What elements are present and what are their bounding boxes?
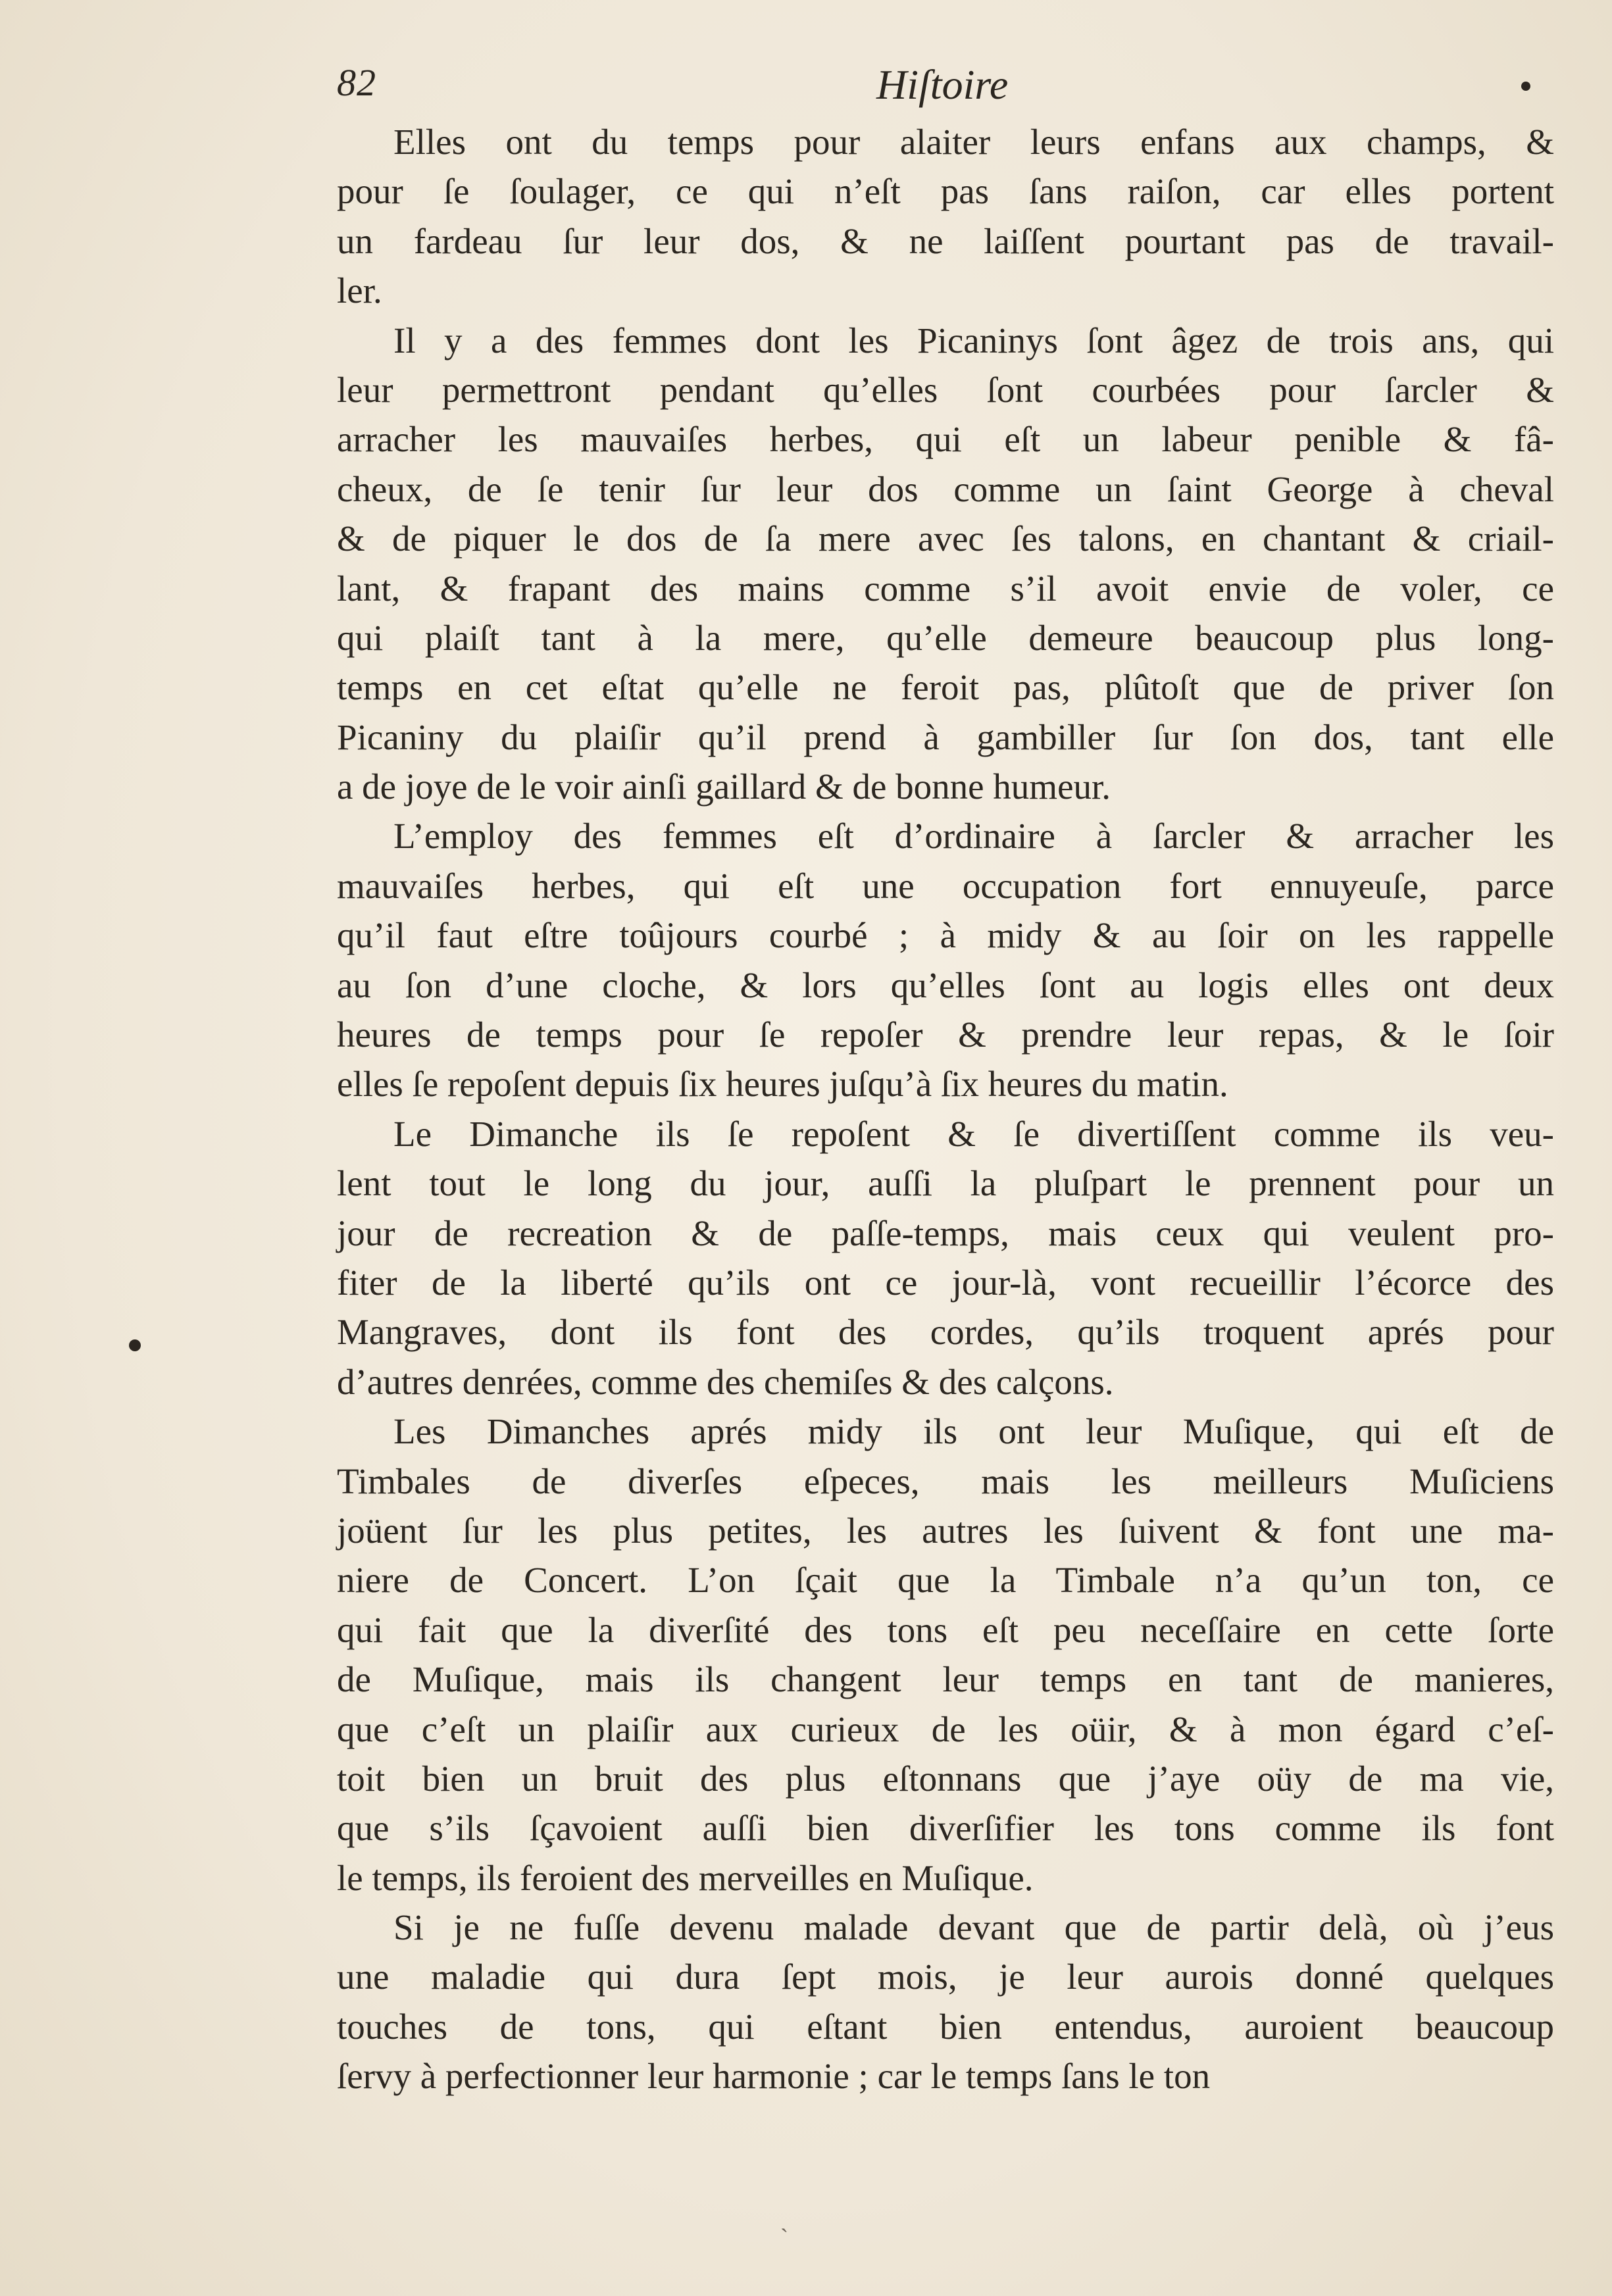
text-line: cheux, de ſe tenir ſur leur dos comme un ſaint George à cheval: [337, 468, 1554, 509]
text-line: & de piquer le dos de ſa mere avec ſes talons, en chantant & criail-: [337, 518, 1554, 559]
text-line: qu’il faut eſtre toûjours courbé ; à midy & au ſoir on les rappelle: [337, 915, 1554, 956]
text-line: arracher les mauvaiſes herbes, qui eſt un labeur penible & fâ-: [337, 419, 1554, 460]
text-line: Il y a des femmes dont les Picaninys ſont âgez de trois ans, qui: [393, 320, 1554, 361]
body-text: [337, 117, 1554, 2101]
text-line: Les Dimanches aprés midy ils ont leur Muſique, qui eſt de: [393, 1411, 1554, 1452]
text-line: leur permettront pendant qu’elles ſont courbées pour ſarcler &: [337, 369, 1554, 410]
text-line: qui plaiſt tant à la mere, qu’elle demeure beaucoup plus long-: [337, 617, 1554, 658]
text-line: Elles ont du temps pour alaiter leurs enfans aux champs, &: [393, 122, 1554, 162]
text-line: elles ſe repoſent depuis ſix heures juſqu’à ſix heures du matin.: [337, 1064, 1228, 1105]
text-line: d’autres denrées, comme des chemiſes & des calçons.: [337, 1361, 1114, 1402]
paragraph: [337, 1407, 1554, 1903]
page-header: [337, 61, 1554, 113]
text-line: Le Dimanche ils ſe repoſent & ſe divertiſſent comme ils veu-: [393, 1113, 1554, 1154]
text-line: a de joye de le voir ainſi gaillard & de bonne humeur.: [337, 766, 1111, 807]
text-line: lant, & frapant des mains comme s’il avoit envie de voler, ce: [337, 568, 1554, 609]
text-line: toit bien un bruit des plus eſtonnans que j’aye oüy de ma vie,: [337, 1758, 1554, 1799]
text-line: le temps, ils feroient des merveilles en Muſique.: [337, 1857, 1034, 1898]
text-line: une maladie qui dura ſept mois, je leur aurois donné quelques: [337, 1957, 1554, 1997]
text-line: Si je ne fuſſe devenu malade devant que de partir delà, où j’eus: [393, 1907, 1554, 1948]
paragraph: [337, 811, 1554, 1109]
text-line: lent tout le long du jour, auſſi la pluſpart le prennent pour un: [337, 1163, 1554, 1204]
paragraph: [337, 1109, 1554, 1407]
text-line: jour de recreation & de paſſe-temps, mais ceux qui veulent pro-: [337, 1212, 1554, 1253]
text-line: au ſon d’une cloche, & lors qu’elles ſont au logis elles ont deux: [337, 964, 1554, 1005]
text-line: Timbales de diverſes eſpeces, mais les meilleurs Muſiciens: [337, 1460, 1554, 1501]
page-number: 82: [337, 61, 376, 104]
text-line: Picaniny du plaiſir qu’il prend à gambiller ſur ſon dos, tant elle: [337, 716, 1554, 757]
stray-mark: ˎ: [780, 2206, 788, 2232]
text-line: pour ſe ſoulager, ce qui n’eſt pas ſans raiſon, car elles portent: [337, 171, 1554, 212]
text-line: L’employ des femmes eſt d’ordinaire à ſarcler & arracher les: [393, 816, 1554, 857]
text-line: que c’eſt un plaiſir aux curieux de les oüir, & à mon égard c’eſ-: [337, 1709, 1554, 1749]
text-line: qui fait que la diverſité des tons eſt peu neceſſaire en cette ſorte: [337, 1609, 1554, 1650]
ink-spot: [129, 1339, 141, 1351]
ink-spot: [1521, 82, 1530, 91]
running-title: Hiſtoire: [876, 61, 1009, 108]
text-line: Mangraves, dont ils font des cordes, qu’ils troquent aprés pour: [337, 1312, 1554, 1353]
paragraph: [337, 1903, 1554, 2101]
text-line: joüent ſur les plus petites, les autres les ſuivent & font une ma-: [337, 1510, 1554, 1551]
text-line: fiter de la liberté qu’ils ont ce jour-là, vont recueillir l’écorce des: [337, 1262, 1554, 1303]
text-line: niere de Concert. L’on ſçait que la Timbale n’a qu’un ton, ce: [337, 1560, 1554, 1601]
text-line: ſervy à perfectionner leur harmonie ; car le temps ſans le ton: [337, 2056, 1211, 2097]
text-line: temps en cet eſtat qu’elle ne feroit pas, plûtoſt que de priver ſon: [337, 667, 1554, 708]
text-line: mauvaiſes herbes, qui eſt une occupation fort ennuyeuſe, parce: [337, 865, 1554, 906]
text-line: un fardeau ſur leur dos, & ne laiſſent pourtant pas de travail-: [337, 220, 1554, 261]
text-line: touches de tons, qui eſtant bien entendus, auroient beaucoup: [337, 2006, 1554, 2047]
paragraph: [337, 117, 1554, 316]
text-line: ler.: [337, 270, 382, 311]
text-line: que s’ils ſçavoient auſſi bien diverſifier les tons comme ils font: [337, 1808, 1554, 1849]
text-line: heures de temps pour ſe repoſer & prendre leur repas, & le ſoir: [337, 1014, 1554, 1055]
paragraph: [337, 316, 1554, 812]
text-line: de Muſique, mais ils changent leur temps en tant de manieres,: [337, 1659, 1554, 1700]
